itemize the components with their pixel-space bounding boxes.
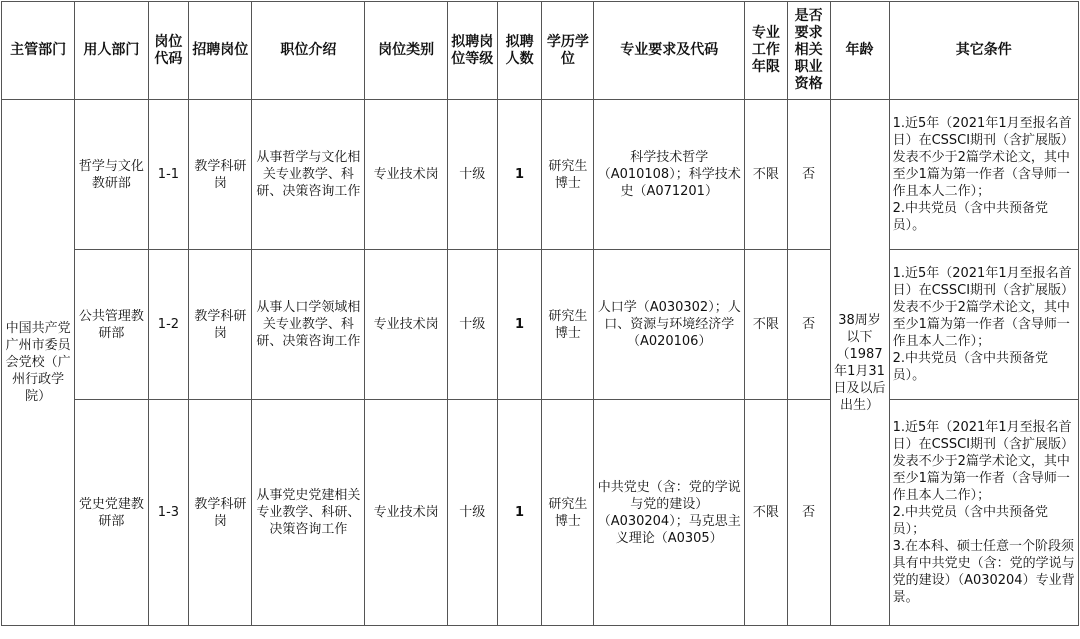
count-cell: 1 [497,100,542,250]
condition-line: 3.在本科、硕士任意一个阶段须具有中共党史（含：党的学说与党的建设）（A030204）专业背景。 [892,539,1075,605]
major-cell: 中共党史（含：党的学说与党的建设）（A030204）；马克思主义理论（A0305） [594,400,745,626]
unit-cell: 哲学与文化教研部 [75,100,148,250]
level-cell: 十级 [447,400,497,626]
header-cell: 主管部门 [2,2,75,100]
years-cell: 不限 [745,250,788,400]
count-cell: 1 [497,400,542,626]
header-cell: 专业要求及代码 [594,2,745,100]
degree-cell: 研究生博士 [542,100,594,250]
other-conditions-cell [889,250,1078,400]
condition-line: 2.中共党员（含中共预备党员）； [892,505,1048,537]
table-row [2,400,1079,626]
category-cell: 专业技术岗 [365,250,447,400]
count-cell: 1 [497,250,542,400]
major-cell: 人口学（A030302）；人口、资源与环境经济学（A020106） [594,250,745,400]
position-cell: 教学科研岗 [189,250,252,400]
years-cell: 不限 [745,400,788,626]
category-cell: 专业技术岗 [365,100,447,250]
recruitment-table [1,1,1079,626]
degree-cell: 研究生博士 [542,400,594,626]
header-cell: 招聘岗位 [189,2,252,100]
unit-cell: 党史党建教研部 [75,400,148,626]
condition-line: 1.近5年（2021年1月至报名首日）在CSSCI期刊（含扩展版）发表不少于2篇学术论文，其中至少1篇为第一作者（含导师一作且本人二作）； [892,116,1075,199]
header-cell: 是否要求相关职业资格 [787,2,830,100]
code-cell: 1-3 [148,400,189,626]
level-cell: 十级 [447,250,497,400]
position-cell: 教学科研岗 [189,100,252,250]
major-cell: 科学技术哲学（A010108）；科学技术史（A071201） [594,100,745,250]
header-cell: 拟聘人数 [497,2,542,100]
header-cell: 岗位类别 [365,2,447,100]
qualification-cell: 否 [787,250,830,400]
condition-line: 1.近5年（2021年1月至报名首日）在CSSCI期刊（含扩展版）发表不少于2篇学术论文，其中至少1篇为第一作者（含导师一作且本人二作）； [892,266,1075,349]
header-cell: 岗位代码 [148,2,189,100]
header-cell: 年龄 [830,2,889,100]
intro-cell: 从事哲学与文化相关专业教学、科研、决策咨询工作 [252,100,365,250]
level-cell: 十级 [447,100,497,250]
header-cell: 专业工作年限 [745,2,788,100]
other-conditions-cell [889,400,1078,626]
intro-cell: 从事人口学领域相关专业教学、科研、决策咨询工作 [252,250,365,400]
code-cell: 1-1 [148,100,189,250]
age-cell: 38周岁以下（1987年1月31日及以后出生） [830,100,889,626]
header-cell: 其它条件 [889,2,1078,100]
qualification-cell: 否 [787,400,830,626]
header-cell: 职位介绍 [252,2,365,100]
intro-cell: 从事党史党建相关专业教学、科研、决策咨询工作 [252,400,365,626]
other-conditions-cell [889,100,1078,250]
header-cell: 拟聘岗位等级 [447,2,497,100]
unit-cell: 公共管理教研部 [75,250,148,400]
header-cell: 学历学位 [542,2,594,100]
position-cell: 教学科研岗 [189,400,252,626]
degree-cell: 研究生博士 [542,250,594,400]
years-cell: 不限 [745,100,788,250]
supervising-dept-cell: 中国共产党广州市委员会党校（广州行政学院） [2,100,75,626]
code-cell: 1-2 [148,250,189,400]
header-row [2,2,1079,100]
qualification-cell: 否 [787,100,830,250]
condition-line: 2.中共党员（含中共预备党员）。 [892,201,1048,233]
table-row [2,250,1079,400]
header-cell: 用人部门 [75,2,148,100]
category-cell: 专业技术岗 [365,400,447,626]
table-row [2,100,1079,250]
condition-line: 1.近5年（2021年1月至报名首日）在CSSCI期刊（含扩展版）发表不少于2篇学术论文，其中至少1篇为第一作者（含导师一作且本人二作）； [892,420,1075,503]
condition-line: 2.中共党员（含中共预备党员）。 [892,351,1048,383]
